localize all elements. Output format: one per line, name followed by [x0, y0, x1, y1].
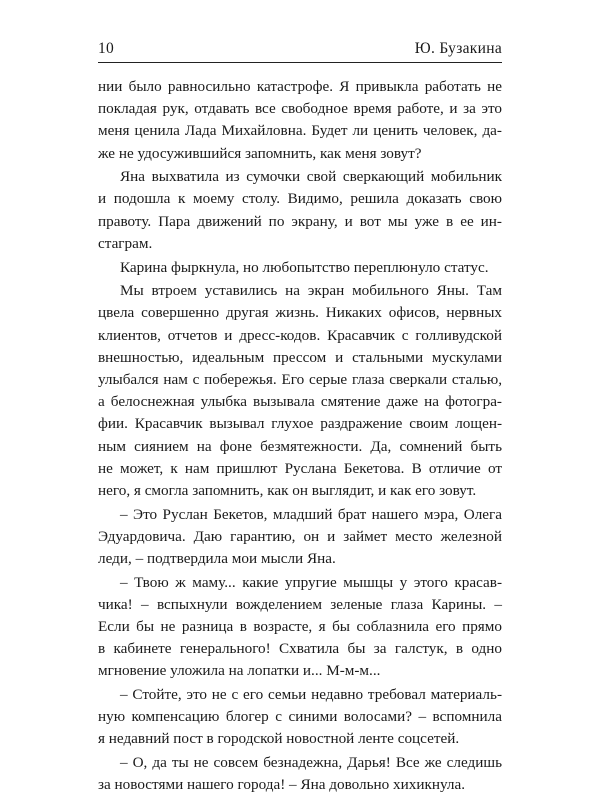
- text-line: Яна выхватила из сумочки свой сверкающий мобильник: [120, 168, 502, 186]
- text-line: – Твою ж маму... какие упругие мышцы у этого красав-: [120, 573, 502, 591]
- text-line: а белоснежная улыбка вызывала смятение даже на фотогра-: [98, 393, 502, 411]
- text-line: Карина фыркнула, но любопытство переплюнуло статус.: [120, 258, 489, 276]
- paragraph: [98, 684, 502, 751]
- text-line: за новостями нашего города! – Яна довольно хихикнула.: [98, 776, 466, 794]
- paragraph: [98, 257, 502, 279]
- text-line: и подошла к моему столу. Видимо, решила доказать свою: [98, 190, 502, 208]
- text-line: внешностью, идеальным прессом и стальными мускулами: [98, 348, 502, 366]
- text-line: – О, да ты не совсем безнадежна, Дарья! Все же следишь: [120, 754, 502, 772]
- text-line: не может, к нам пришлют Руслана Бекетова. В отличие от: [98, 459, 502, 477]
- text-line: ным сиянием на фоне безмятежности. Да, сомнений быть: [98, 437, 502, 455]
- text-line: Мы втроем уставились на экран мобильного Яны. Там: [120, 282, 502, 300]
- text-line: в кабинете генерального! Схватила бы за галстук, в одно: [98, 640, 502, 658]
- text-line: правоту. Пара движений по экрану, и вот мы уже в ее ин-: [98, 212, 502, 230]
- text-line: покладая рук, отдавать все свободное время работе, и за это: [98, 100, 502, 118]
- text-line: улыбался нам с побережья. Его серые глаза сверкали сталью,: [98, 370, 502, 388]
- paragraph: [98, 280, 502, 502]
- text-line: ную компенсацию блогер с синими волосами? – вспомнила: [98, 708, 502, 726]
- paragraph: [98, 572, 502, 683]
- running-head-author: Ю. Бузакина: [414, 40, 502, 57]
- text-line: него, я смогла запомнить, как он выглядит, и как его зовут.: [98, 481, 477, 499]
- page-number: 10: [98, 40, 115, 57]
- body-text: [98, 76, 502, 798]
- text-line: мгновение уложила на лопатки и... М-м-м...: [98, 662, 381, 680]
- text-line: леди, – подтвердила мои мысли Яна.: [98, 549, 336, 567]
- text-line: фии. Красавчик вызывал глухое раздражение своим лощен-: [98, 415, 502, 433]
- text-line: Эдуардовича. Даю гарантию, он и займет место железной: [98, 527, 502, 545]
- text-line: меня ценила Лада Михайловна. Будет ли ценить человек, да-: [98, 122, 502, 140]
- paragraph: [98, 166, 502, 255]
- text-line: – Это Руслан Бекетов, младший брат нашего мэра, Олега: [120, 505, 502, 523]
- paragraph: [98, 76, 502, 165]
- text-line: я недавний пост в городской новостной ленте соцсетей.: [98, 730, 460, 748]
- text-line: стаграм.: [98, 234, 153, 252]
- text-line: нии было равносильно катастрофе. Я привыкла работать не: [98, 78, 502, 95]
- text-line: – Стойте, это не с его семьи недавно требовал материаль-: [120, 686, 502, 704]
- text-line: цвела совершенно другая жизнь. Никаких офисов, нервных: [98, 304, 502, 322]
- text-line: Если бы не разница в возрасте, я бы соблазнила его прямо: [98, 618, 502, 635]
- paragraph: [98, 504, 502, 571]
- page-header: [98, 38, 502, 63]
- text-line: клиентов, отчетов и дресс-кодов. Красавчик с голливудской: [98, 326, 502, 344]
- paragraph: [98, 752, 502, 796]
- text-line: чика! – вспыхнули вожделением зеленые глаза Карины. –: [98, 595, 502, 613]
- text-line: же не удосужившийся запомнить, как меня зовут?: [98, 144, 422, 162]
